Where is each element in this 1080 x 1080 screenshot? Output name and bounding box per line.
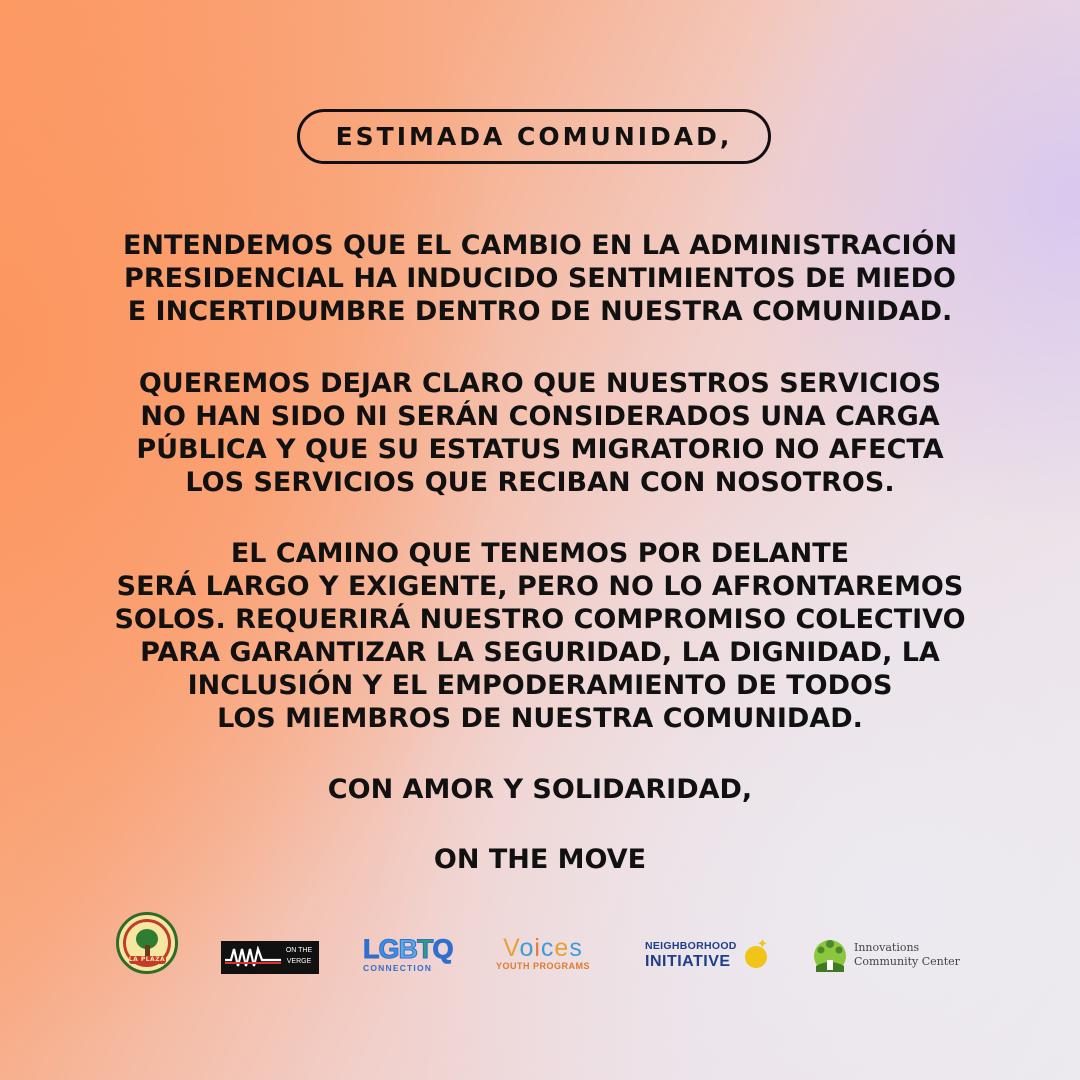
neighborhood-line-1: NEIGHBORHOOD bbox=[645, 940, 737, 952]
la-plaza-text: LA PLAZA bbox=[128, 956, 166, 963]
voices-letters bbox=[493, 935, 593, 961]
paragraph-line: ENTENDEMOS QUE EL CAMBIO EN LA ADMINISTRACIÓN bbox=[122, 230, 958, 261]
paragraph-line: NO HAN SIDO NI SERÁN CONSIDERADOS UNA CARGA bbox=[140, 401, 940, 432]
community-emblem-icon bbox=[812, 936, 848, 974]
innovations-line-2: Community Center bbox=[854, 955, 960, 968]
letter: e bbox=[554, 934, 570, 962]
header-title: ESTIMADA COMUNIDAD, bbox=[335, 122, 733, 151]
la-plaza-logo bbox=[116, 912, 178, 974]
innovations-text bbox=[854, 941, 964, 969]
neighborhood-initiative-logo bbox=[645, 937, 773, 976]
on-the-verge-logo bbox=[221, 941, 319, 974]
paragraph-line: LOS SERVICIOS QUE RECIBAN CON NOSOTROS. bbox=[185, 467, 895, 498]
paragraph-line: E INCERTIDUMBRE DENTRO DE NUESTRA COMUNIDAD. bbox=[127, 296, 953, 327]
lgbtq-letters bbox=[363, 934, 453, 964]
header-pill bbox=[297, 109, 771, 164]
verge-text bbox=[281, 945, 317, 967]
verge-line-2: VERGE bbox=[286, 958, 312, 965]
paragraph-line: PARA GARANTIZAR LA SEGURIDAD, LA DIGNIDAD, LA bbox=[140, 637, 940, 668]
sparkle-icon: ✦ bbox=[757, 937, 768, 952]
innovations-line-1: Innovations bbox=[854, 941, 920, 954]
lgbtq-sub: CONNECTION bbox=[363, 963, 433, 973]
letter: o bbox=[519, 934, 535, 962]
paragraph-2 bbox=[0, 367, 1080, 499]
lgbtq-connection-logo bbox=[363, 934, 453, 977]
paragraph-line: LOS MIEMBROS DE NUESTRA COMUNIDAD. bbox=[217, 703, 863, 734]
letter: s bbox=[569, 934, 583, 962]
letter: Q bbox=[432, 934, 453, 964]
letter: B bbox=[398, 934, 418, 964]
neighborhood-line-2: INITIATIVE bbox=[645, 953, 731, 970]
paragraph-3 bbox=[0, 537, 1080, 735]
letter: L bbox=[363, 934, 379, 964]
paragraph-line: PÚBLICA Y QUE SU ESTATUS MIGRATORIO NO AFECTA bbox=[136, 434, 944, 465]
voices-youth-logo bbox=[493, 935, 593, 977]
verge-line-1: ON THE bbox=[285, 947, 313, 954]
letter: V bbox=[503, 934, 520, 962]
paragraph-line: SOLOS. REQUERIRÁ NUESTRO COMPROMISO COLECTIVO bbox=[114, 604, 966, 635]
letter: i bbox=[534, 934, 541, 962]
paragraph-line: EL CAMINO QUE TENEMOS POR DELANTE bbox=[230, 538, 850, 569]
voices-sub: YOUTH PROGRAMS bbox=[495, 961, 590, 971]
letter: c bbox=[540, 934, 555, 962]
paragraph-line: PRESIDENCIAL HA INDUCIDO SENTIMIENTOS DE MIEDO bbox=[124, 263, 956, 294]
letter: T bbox=[417, 934, 433, 964]
innovations-community-center-logo bbox=[812, 936, 962, 976]
signature: ON THE MOVE bbox=[433, 844, 647, 875]
paragraph-line: QUEREMOS DEJAR CLARO QUE NUESTROS SERVICIOS bbox=[138, 368, 942, 399]
letter: G bbox=[378, 934, 399, 964]
closing-line: CON AMOR Y SOLIDARIDAD, bbox=[327, 774, 753, 805]
paragraph-line: SERÁ LARGO Y EXIGENTE, PERO NO LO AFRONTAREMOS bbox=[116, 571, 964, 602]
paragraph-1 bbox=[0, 229, 1080, 328]
waveform-icon bbox=[225, 946, 281, 968]
paragraph-line: INCLUSIÓN Y EL EMPODERAMIENTO DE TODOS bbox=[187, 670, 893, 701]
